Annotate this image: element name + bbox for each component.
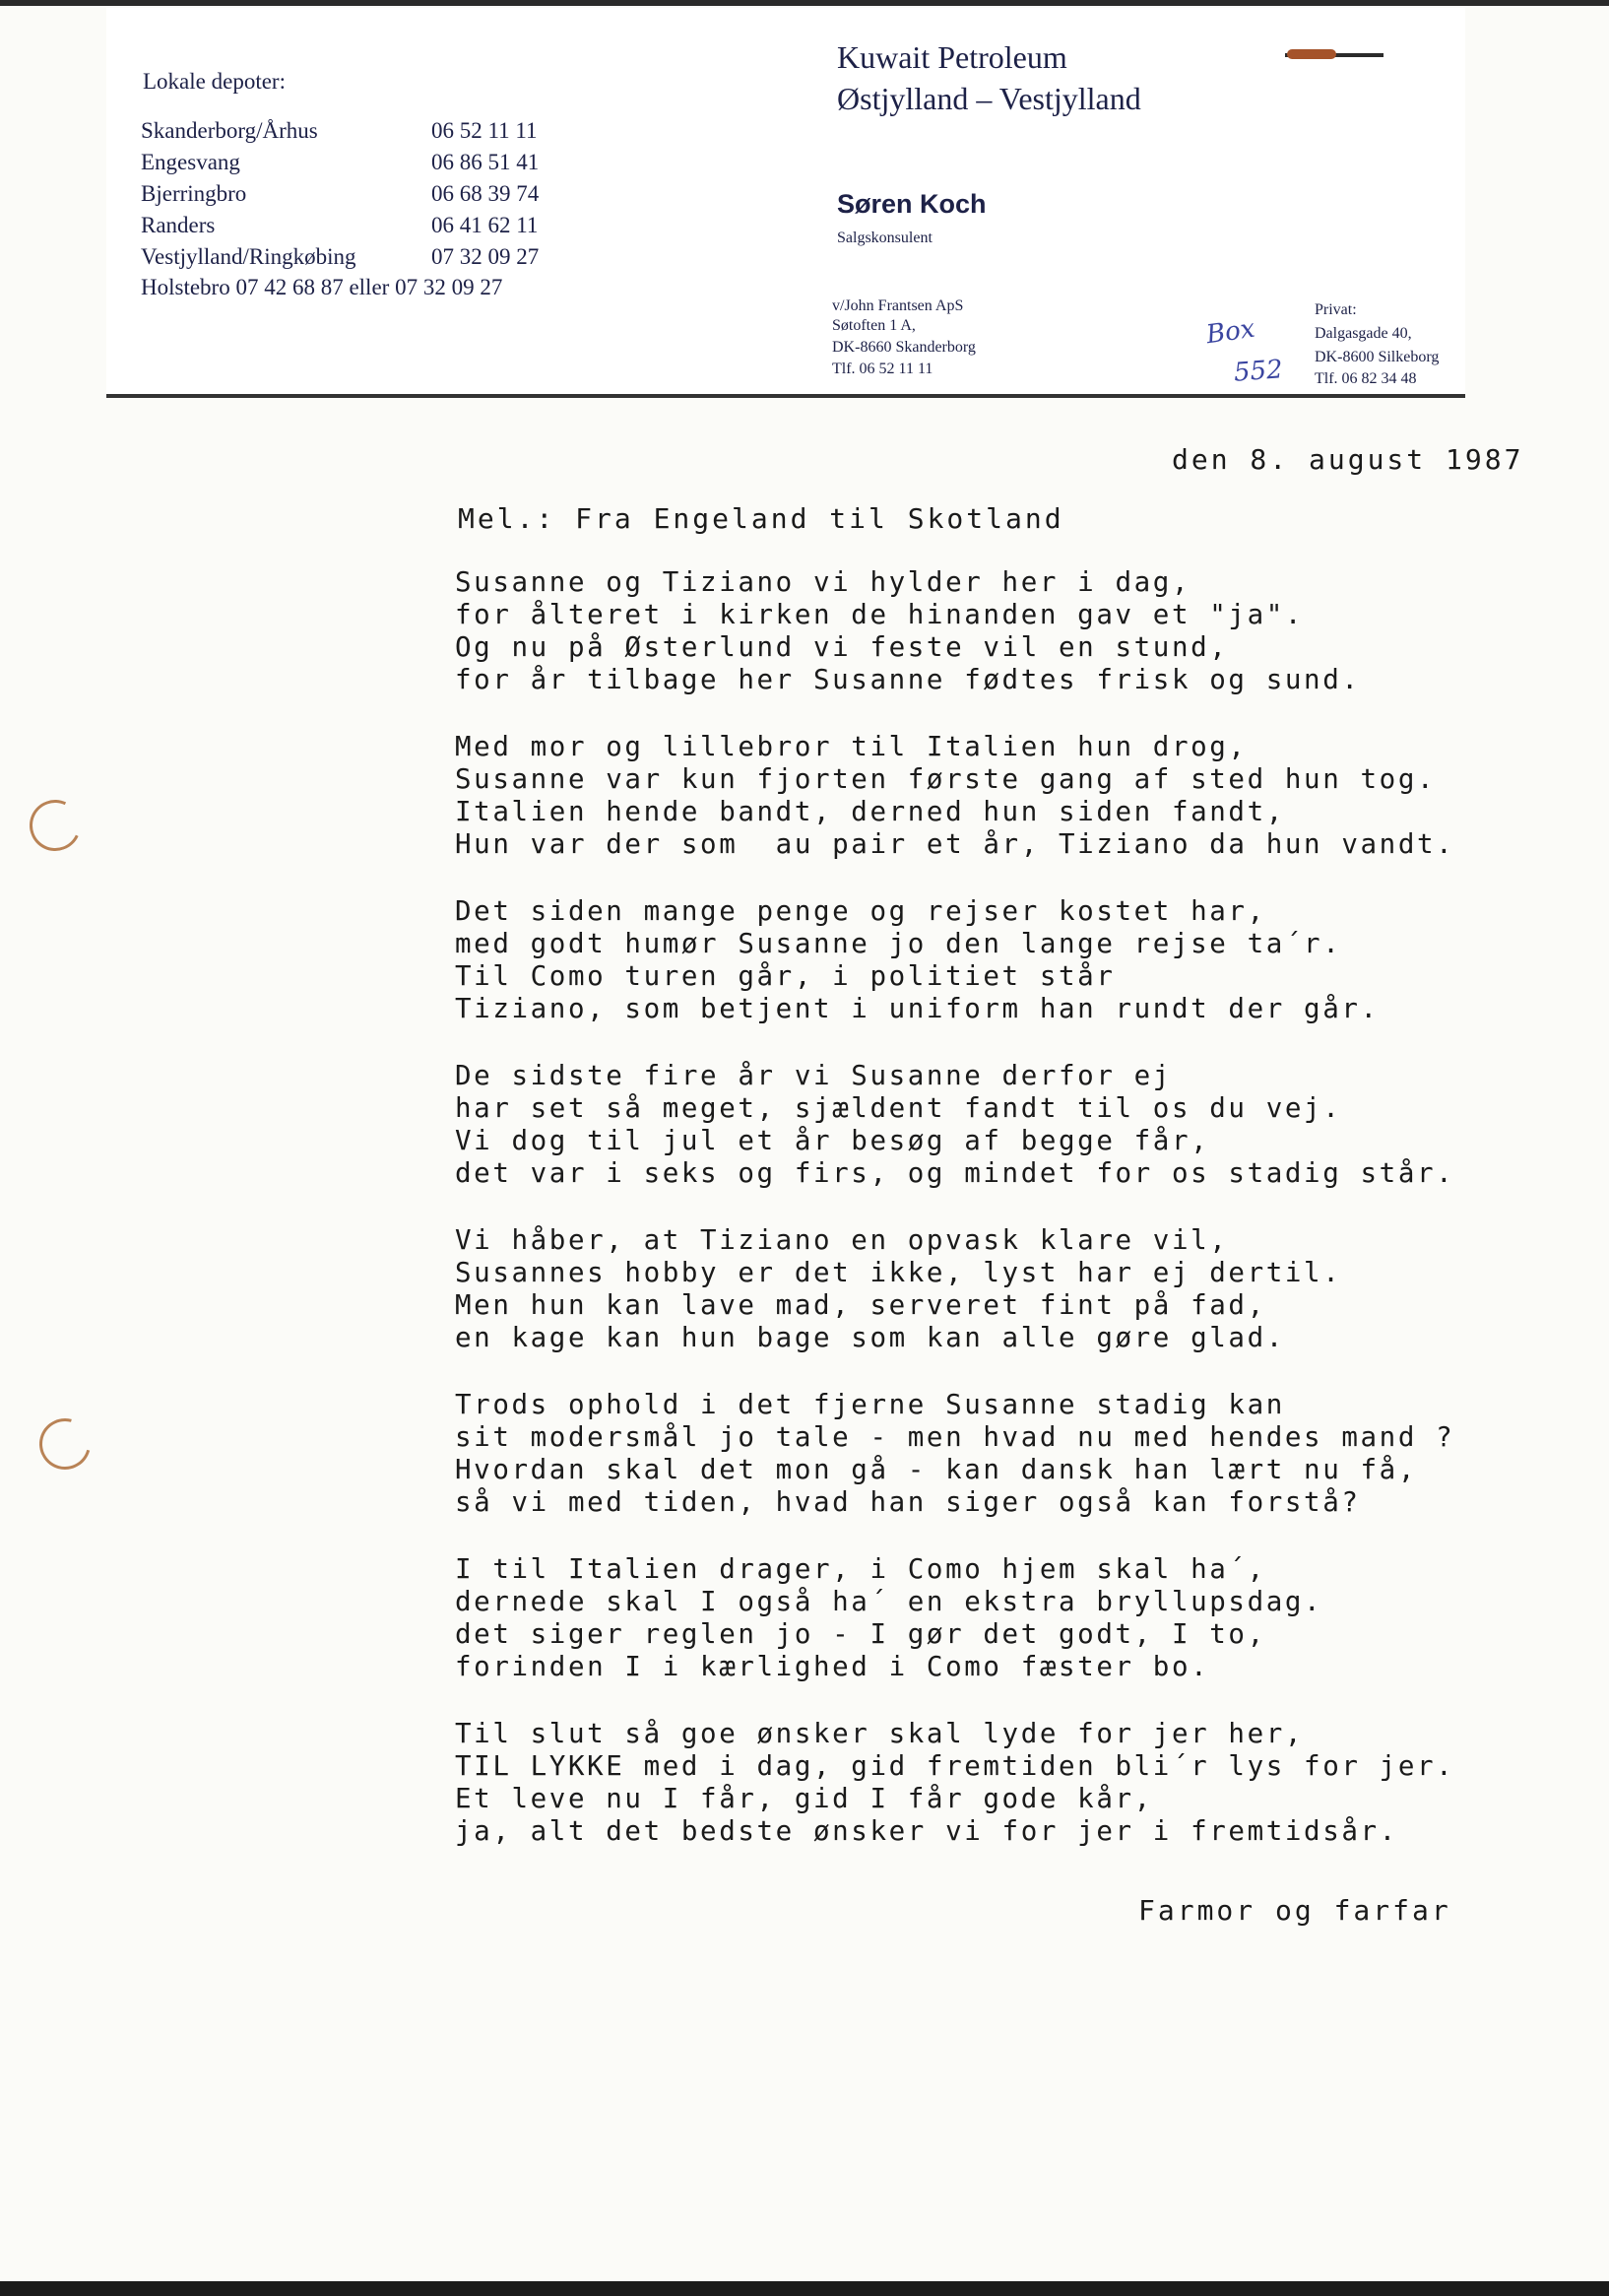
verse-line: De sidste fire år vi Susanne derfor ej	[455, 1060, 1172, 1091]
handwritten-note: Box	[1204, 313, 1257, 351]
verse-line: Det siden mange penge og rejser kostet har,	[455, 895, 1266, 927]
signature: Farmor og farfar	[1138, 1894, 1451, 1927]
stanza	[455, 566, 1558, 696]
private-address-line: Dalgasgade 40,	[1315, 325, 1412, 342]
private-phone: Tlf. 06 82 34 48	[1315, 370, 1417, 387]
verse-line: Vi dog til jul et år besøg af begge får,	[455, 1125, 1210, 1156]
depot-phone: 06 52 11 11	[431, 118, 538, 143]
poem	[455, 566, 1558, 1882]
verse-line: Susanne var kun fjorten første gang af sted hun tog.	[455, 763, 1437, 795]
depot-phone: 06 41 62 11	[431, 213, 539, 237]
verse-line: det var i seks og firs, og mindet for os stadig står.	[455, 1157, 1455, 1189]
verse-line: Og nu på Østerlund vi feste vil en stund,	[455, 631, 1229, 663]
holstebro-depot: Holstebro 07 42 68 87 eller 07 32 09 27	[141, 275, 503, 299]
verse-line: for ålteret i kirken de hinanden gav et "ja".	[455, 599, 1305, 630]
stanza	[455, 1389, 1558, 1519]
verse-line: Til Como turen går, i politiet står	[455, 960, 1116, 992]
depot-name: Engesvang	[141, 150, 240, 174]
stanza	[455, 1224, 1558, 1354]
verse-line: for år tilbage her Susanne fødtes frisk og sund.	[455, 664, 1361, 695]
letter-date: den 8. august 1987	[1172, 443, 1524, 476]
verse-line: forinden I i kærlighed i Como fæster bo.	[455, 1651, 1210, 1682]
verse-line: det siger reglen jo - I gør det godt, I to,	[455, 1618, 1266, 1650]
private-address-line: DK-8600 Silkeborg	[1315, 349, 1440, 365]
verse-line: Et leve nu I får, gid I får gode kår,	[455, 1783, 1153, 1814]
person-name: Søren Koch	[837, 189, 987, 219]
company-name: Kuwait Petroleum	[837, 39, 1067, 75]
melody-line: Mel.: Fra Engeland til Skotland	[458, 502, 1064, 535]
verse-line: en kage kan hun bage som kan alle gøre glad.	[455, 1322, 1285, 1353]
person-title: Salgskonsulent	[837, 230, 933, 246]
verse-line: dernede skal I også ha´ en ekstra bryllupsdag.	[455, 1586, 1323, 1617]
verse-line: Hvordan skal det mon gå - kan dansk han lært nu få,	[455, 1454, 1417, 1485]
handwritten-note: 552	[1233, 355, 1284, 388]
page-bottom-edge	[0, 2281, 1609, 2296]
verse-line: Susanne og Tiziano vi hylder her i dag,	[455, 566, 1191, 598]
depot-phone: 07 32 09 27	[431, 244, 540, 269]
punch-hole-mark	[30, 1409, 99, 1478]
verse-line: I til Italien drager, i Como hjem skal ha´,	[455, 1553, 1266, 1585]
verse-line: ja, alt det bedste ønsker vi for jer i fremtidsår.	[455, 1815, 1398, 1847]
office-phone: Tlf. 06 52 11 11	[832, 361, 933, 377]
verse-line: Vi håber, at Tiziano en opvask klare vil,	[455, 1224, 1229, 1256]
stanza	[455, 1718, 1558, 1848]
stanza	[455, 1553, 1558, 1683]
depot-name: Vestjylland/Ringkøbing	[141, 244, 356, 269]
punch-hole-mark	[23, 793, 89, 859]
verse-line: TIL LYKKE med i dag, gid fremtiden bli´r lys for jer.	[455, 1750, 1455, 1782]
verse-line: Italien hende bandt, derned hun siden fandt,	[455, 796, 1285, 827]
verse-line: så vi med tiden, hvad han siger også kan forstå?	[455, 1486, 1361, 1518]
stanza	[455, 731, 1558, 861]
office-address-line: Søtoften 1 A,	[832, 317, 916, 334]
verse-line: har set så meget, sjældent fandt til os du vej.	[455, 1092, 1342, 1124]
depots-heading: Lokale depoter:	[143, 69, 286, 94]
verse-line: Med mor og lillebror til Italien hun drog,	[455, 731, 1248, 762]
letterhead	[106, 8, 1465, 398]
depot-name: Skanderborg/Århus	[141, 118, 318, 143]
office-address-line: v/John Frantsen ApS	[832, 297, 964, 314]
stanza	[455, 1060, 1558, 1190]
page-top-edge	[0, 0, 1609, 6]
verse-line: Hun var der som au pair et år, Tiziano da hun vandt.	[455, 828, 1455, 860]
verse-line: Trods ophold i det fjerne Susanne stadig kan	[455, 1389, 1285, 1420]
depot-name: Bjerringbro	[141, 181, 247, 206]
depot-phone: 06 68 39 74	[431, 181, 540, 206]
verse-line: Men hun kan lave mad, serveret fint på fad,	[455, 1289, 1266, 1321]
verse-line: sit modersmål jo tale - men hvad nu med hendes mand ?	[455, 1421, 1455, 1453]
depot-phone: 06 86 51 41	[431, 150, 540, 174]
verse-line: Tiziano, som betjent i uniform han rundt der går.	[455, 993, 1380, 1024]
verse-line: med godt humør Susanne jo den lange rejse ta´r.	[455, 928, 1342, 959]
office-address-line: DK-8660 Skanderborg	[832, 339, 976, 356]
company-region: Østjylland – Vestjylland	[837, 81, 1141, 116]
private-address-label: Privat:	[1315, 301, 1357, 318]
depot-name: Randers	[141, 213, 216, 237]
stanza	[455, 895, 1558, 1025]
logo-mark-icon	[1285, 49, 1384, 59]
verse-line: Til slut så goe ønsker skal lyde for jer her,	[455, 1718, 1305, 1749]
verse-line: Susannes hobby er det ikke, lyst har ej dertil.	[455, 1257, 1342, 1288]
